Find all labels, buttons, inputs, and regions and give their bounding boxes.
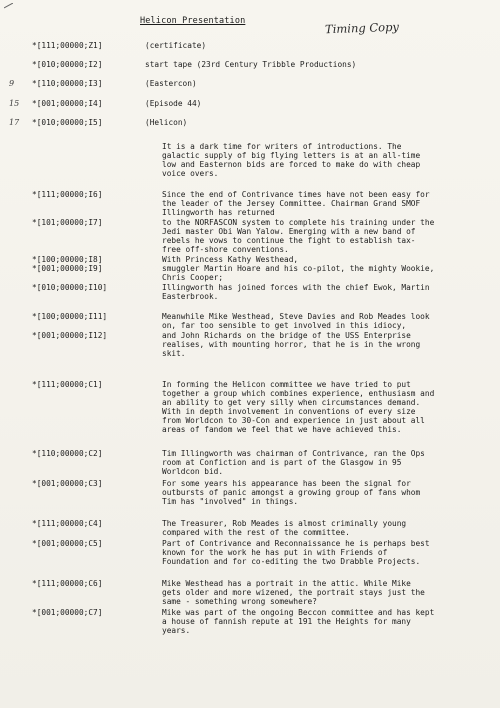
margin-note: 15 [9,99,20,108]
cue-text: (Episode 44) [145,99,202,108]
narration-paragraph [162,283,494,301]
cue-code: *[001;00000;I9] [32,264,103,273]
text-line: Mike Westhead has a portrait in the attic. While Mike [162,579,411,588]
text-line: Easterbrook. [162,292,219,302]
cue-text: (certificate) [145,41,207,50]
narration-paragraph [162,218,494,254]
cue-code: *[010;00000;I10] [32,283,108,292]
text-line: and John Richards on the bridge of the USS Enterprise [162,331,411,340]
cue-code: *[111;00000;C6] [32,579,103,588]
text-line: known for the work he has put in with Friends of [162,548,388,558]
document-title: Helicon Presentation [140,16,246,26]
text-line: For some years his appearance has been the signal for [162,479,411,488]
cue-code: *[001;00000;C5] [32,539,103,548]
narration-paragraph [162,380,494,435]
narration-paragraph [162,264,494,282]
text-line: voice overs. [162,169,219,179]
narration-paragraph [162,579,494,606]
narration-paragraph [162,479,494,506]
cue-code: *[001;00000;C3] [32,479,103,488]
text-line: years. [162,626,191,636]
narration-paragraph [162,190,494,217]
text-line: on, far too sensible to get involved in this idiocy, [162,321,407,331]
text-line: Tim Illingworth was chairman of Contrivance, ran the Ops [162,449,425,458]
text-line: from Worldcon to 30-Con and experience in just about all [162,416,425,426]
cue-code: *[100;00000;I8] [32,255,103,264]
cue-text: start tape (23rd Century Tribble Productions) [145,60,357,69]
cue-code: *[110;00000;C2] [32,449,103,458]
cue-code: *[111;00000;I6] [32,190,103,199]
cue-code: *[100;00000;I11] [32,312,108,321]
text-line: Since the end of Contrivance times have not been easy for [162,190,430,199]
text-line: Worldcon bid. [162,467,224,477]
cue-code: *[111;00000;C4] [32,519,103,528]
text-line: Illingworth has joined forces with the chief Ewok, Martin [162,283,430,292]
text-line: Mike was part of the ongoing Beccon committee and has kept [162,608,435,617]
cue-code: *[001;00000;I4] [32,99,103,108]
cue-code: *[110;00000;I3] [32,79,103,88]
margin-note: 17 [9,118,20,127]
text-line: Jedi master Obi Wan Yalow. Emerging with a new band of [162,227,416,237]
narration-paragraph [162,312,494,330]
text-line: to the NORFASCON system to complete his training under the [162,218,435,227]
text-line: together a group which combines experience, enthusiasm and [162,389,435,399]
cue-code: *[001;00000;I12] [32,331,108,340]
text-line: skit. [162,349,186,359]
text-line: The Treasurer, Rob Meades is almost criminally young [162,519,407,528]
narration-paragraph [162,608,494,635]
text-line: areas of fandom we feel that we have achieved this. [162,425,402,435]
text-line: Part of Contrivance and Reconnaissance he is perhaps best [162,539,430,548]
text-line: With in depth involvement in conventions of every size [162,407,416,417]
text-line: Illingworth has returned [162,208,275,218]
handwritten-note: Timing Copy [324,19,400,37]
narration-paragraph [162,539,494,566]
text-line: gets older and more wizened, the portrait stays just the [162,588,425,598]
text-line: galactic supply of big flying letters is at an all-time [162,151,421,161]
text-line: compared with the rest of the committee. [162,528,350,538]
text-line: room at Confiction and is part of the Glasgow in 95 [162,458,402,468]
margin-note: 9 [9,79,15,88]
text-line: low and Easternon bids are forced to make do with cheap [162,160,421,170]
cue-code: *[101;00000;I7] [32,218,103,227]
text-line: rebels he vows to continue the fight to establish tax- [162,236,416,246]
cue-code: *[111;00000;C1] [32,380,103,389]
text-line: outbursts of panic amongst a growing group of fans whom [162,488,421,498]
cue-text: (Helicon) [145,118,188,127]
text-line: With Princess Kathy Westhead, [162,255,299,264]
narration-paragraph [162,449,494,476]
text-line: Tim has "involved" in things. [162,497,299,507]
cue-text: (Eastercon) [145,79,197,88]
text-line: smuggler Martin Hoare and his co-pilot, the mighty Wookie, [162,264,435,273]
cue-code: *[010;00000;I2] [32,60,103,69]
cue-code: *[001;00000;C7] [32,608,103,617]
narration-paragraph [162,519,494,537]
text-line: a house of fannish repute at 191 the Heights for many [162,617,411,627]
text-line: Foundation and for co-editing the two Drabble Projects. [162,557,421,567]
text-line: the leader of the Jersey Committee. Chairman Grand SMOF [162,199,421,209]
text-line: realises, with mounting horror, that he is in the wrong [162,340,421,350]
cue-code: *[010;00000;I5] [32,118,103,127]
text-line: an ability to get very silly when circumstances demand. [162,398,421,408]
narration-paragraph [162,142,494,178]
corner-mark-icon [4,3,13,9]
text-line: In forming the Helicon committee we have tried to put [162,380,411,389]
narration-paragraph [162,255,494,264]
text-line: Chris Cooper; [162,273,224,283]
text-line: It is a dark time for writers of introductions. The [162,142,402,151]
text-line: Meanwhile Mike Westhead, Steve Davies and Rob Meades look [162,312,430,321]
text-line: free off-shore conventions. [162,245,289,255]
narration-paragraph [162,331,494,358]
cue-code: *[111;00000;Z1] [32,41,103,50]
text-line: same - something wrong somewhere? [162,597,317,607]
